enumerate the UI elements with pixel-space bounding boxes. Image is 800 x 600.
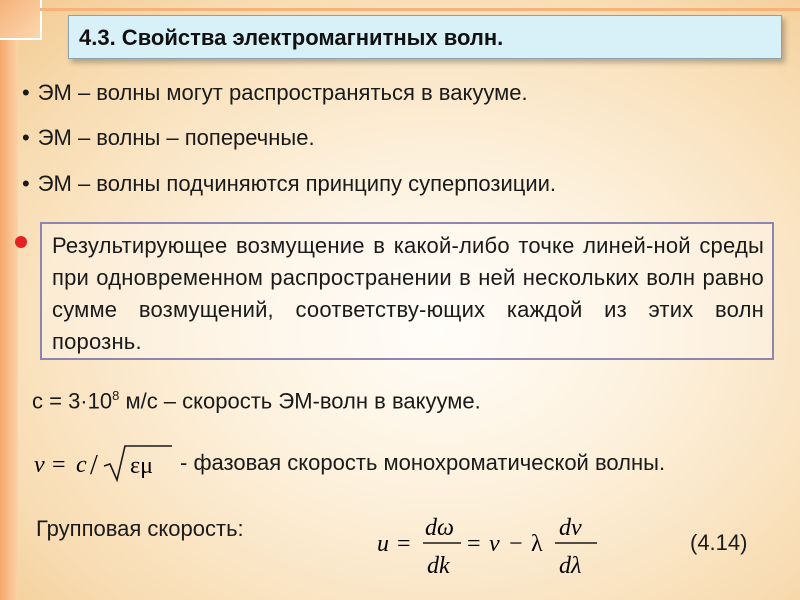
- formula-v-symbol: v: [34, 452, 45, 478]
- equation-number: (4.14): [690, 530, 748, 555]
- slide-title: 4.3. Свойства электромагнитных волн.: [79, 25, 504, 50]
- formula-c-symbol: c: [76, 452, 87, 478]
- speed-suffix: м/с – скорость ЭМ-волн в вакууме.: [119, 388, 481, 414]
- bullet-item: [22, 171, 556, 197]
- bullet-item: [22, 125, 315, 151]
- formula-radicand: εμ: [130, 453, 153, 479]
- bullet-item: [22, 80, 528, 106]
- formula-slash: /: [90, 450, 98, 481]
- formula-lambda: λ: [531, 531, 543, 557]
- formula-num-dv: dv: [559, 515, 582, 541]
- formula-equals-2: =: [467, 531, 481, 557]
- formula-num-domega: dω: [425, 515, 454, 541]
- bullet-glyph: •: [22, 125, 30, 150]
- formula-u-symbol: u: [377, 531, 389, 557]
- formula-equals-1: =: [397, 531, 411, 557]
- bullet-text: ЭМ – волны – поперечные.: [37, 125, 315, 150]
- formula-equals: =: [52, 452, 66, 478]
- definition-text: Результирующее возмущение в какой-либо точке линей-ной среды при одновременном распространении в ней нескольких волн равно сумме возмущений, соответству-ющих каждой из этих волн порознь.: [52, 233, 764, 354]
- corner-decor-box: [0, 0, 42, 40]
- bullet-text: ЭМ – волны могут распространяться в вакууме.: [37, 80, 528, 105]
- bullet-glyph: •: [22, 171, 30, 196]
- top-decor-line: [40, 8, 800, 11]
- phase-velocity-text: - фазовая скорость монохроматической волны.: [180, 450, 666, 475]
- title-box: [68, 15, 782, 59]
- formula-den-dk: dk: [427, 553, 450, 579]
- left-decor-bar: [0, 0, 18, 600]
- speed-exponent: 8: [112, 388, 120, 403]
- bullet-text: ЭМ – волны подчиняются принципу суперпозиции.: [37, 171, 557, 196]
- group-velocity-formula: [375, 505, 605, 585]
- red-bullet-icon: [15, 236, 27, 248]
- speed-prefix: c = 3·10: [32, 388, 113, 414]
- definition-box: [40, 222, 774, 360]
- group-velocity-label: Групповая скорость:: [36, 516, 244, 541]
- formula-v-term: v: [489, 531, 500, 557]
- formula-minus: −: [509, 531, 523, 557]
- formula-den-dlambda: dλ: [559, 553, 582, 579]
- phase-velocity-formula: [30, 442, 180, 484]
- light-speed-line: [32, 388, 481, 414]
- bullet-glyph: •: [22, 80, 30, 105]
